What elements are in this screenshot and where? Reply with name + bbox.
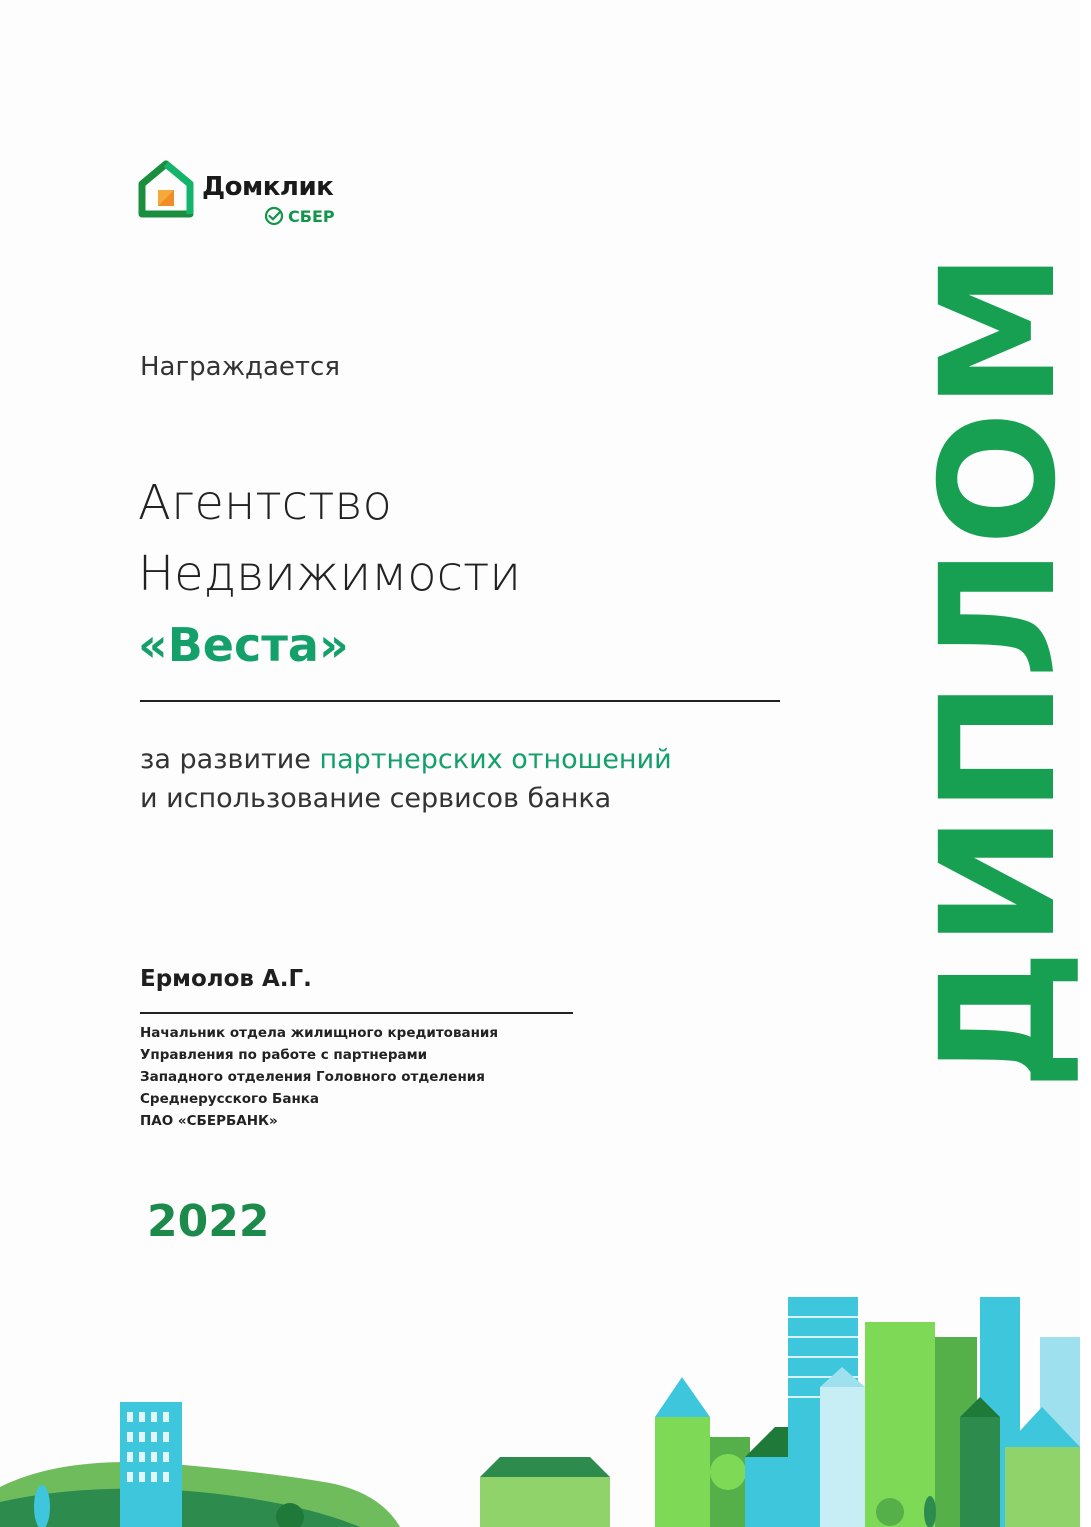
- reason-highlight: партнерских отношений: [319, 744, 672, 775]
- position-line: Западного отделения Головного отделения: [140, 1069, 485, 1085]
- awarded-label: Награждается: [140, 352, 340, 382]
- organization-line-2: Недвижимости: [138, 546, 522, 602]
- reason-line-1: [140, 740, 672, 779]
- sber-label: СБЕР: [288, 206, 335, 226]
- house-logo-icon: [138, 160, 194, 218]
- organization-name: [138, 468, 521, 681]
- signature-line: [140, 1012, 573, 1014]
- signer-name: Ермолов А.Г.: [140, 966, 312, 992]
- organization-title: «Веста»: [138, 618, 349, 672]
- year: 2022: [147, 1196, 270, 1247]
- position-line: ПАО «СБЕРБАНК»: [140, 1113, 278, 1129]
- logo-name: Домклик: [202, 172, 334, 202]
- diploma-title: ДИПЛОМ: [907, 250, 1091, 1090]
- reason-prefix: за развитие: [140, 744, 320, 775]
- city-skyline-illustration: [0, 1257, 1080, 1527]
- diploma-title-area: [907, 150, 1091, 1190]
- domclick-logo: [138, 160, 368, 230]
- sber-check-icon: [264, 206, 284, 226]
- divider-line: [140, 700, 780, 702]
- award-reason: [140, 740, 672, 818]
- position-line: Среднерусского Банка: [140, 1091, 320, 1107]
- position-line: Начальник отдела жилищного кредитования: [140, 1025, 499, 1041]
- position-line: Управления по работе с партнерами: [140, 1047, 428, 1063]
- reason-line-2: и использование сервисов банка: [140, 783, 612, 814]
- organization-line-1: Агентство: [138, 475, 392, 531]
- signer-position: [140, 1022, 498, 1132]
- sber-brand: [264, 206, 335, 226]
